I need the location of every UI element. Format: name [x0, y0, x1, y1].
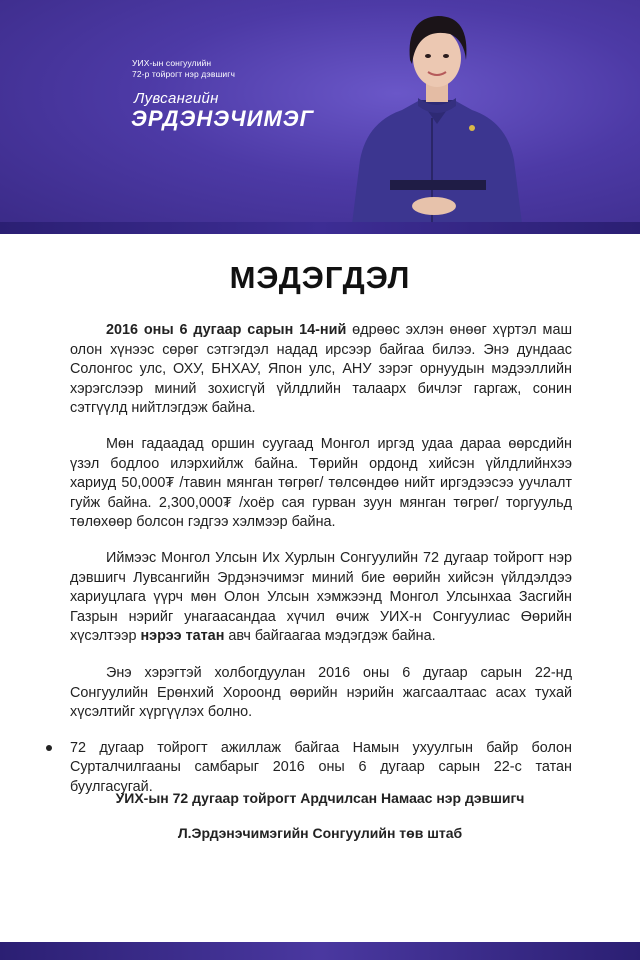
bullet-dot-icon — [46, 745, 52, 751]
candidate-last-name: ЭРДЭНЭЧИМЭГ — [131, 106, 315, 131]
paragraph-1-date: 2016 оны 6 дугаар сарын 14-ний — [106, 322, 347, 338]
paragraph-2: Мөн гадаадад оршин суугаад Монгол иргэд удаа дараа өөрсдийн үзэл бодлоо илэрхийлж байна. Төрийн ордонд хийсэн үйлдлийнхээ хариуд 50,000₮ /тавин мянган төгрөг/ төлсөндөө нийт иргэдээсээ уучлалт гуйж байна. 2,300,000₮ /хоёр сая гурван зуун мянган төгрөг/ торгуульд төлөхөөр болсон гэдгээ хэлмээр байна. — [70, 435, 572, 531]
banner-subtitle-line2: 72-р тойрогт нэр дэвшигч — [132, 69, 235, 79]
candidate-first-name: Лувсангийн — [134, 90, 219, 107]
signature-line-1: УИХ-ын 72 дугаар тойрогт Ардчилсан Намаас нэр дэвшигч — [115, 790, 525, 806]
paragraph-3 — [70, 549, 572, 647]
candidate-portrait — [332, 0, 542, 224]
paragraph-1-text: өдрөөс эхлэн өнөөг хүртэл маш олон хүнээс сөрөг сэтгэгдэл надад ирсээр байгаа билээ. Энэ дундаас Солонгос улс, ОХУ, БНХАУ, Япон улс, АНУ зэрэг орнуудын мэдээллийн хэрэгслээр миний зохисгүй үйлдлийн талаарх бичлэг гаргаж, сонин сэтгүүлд нийтлэгдэж байна. — [70, 322, 572, 417]
bullet-text: 72 дугаар тойрогт ажиллаж байгаа Намын ухуулгын байр болон Сурталчилгааны самбарыг 2016 оны 6 дугаар сарын 22-с татан буулгасугай. — [70, 739, 572, 795]
header-banner — [0, 0, 640, 234]
page-title: МЭДЭГДЭЛ — [229, 260, 411, 295]
paragraph-3-end: авч байгаагаа мэдэгдэж байна. — [224, 628, 436, 645]
footer-bar — [0, 942, 640, 960]
signature-line-2: Л.Эрдэнэчимэгийн Сонгуулийн төв штаб — [177, 825, 463, 841]
paragraph-3-start: Иймээс Монгол Улсын Их Хурлын Сонгуулийн 72 дугаар тойрогт нэр дэвшигч Лувсангийн Эрдэнэчимэг миний бие өөрийн хийсэн үйлдэлдээ хариуцлага үүрч мөн Олон Улсын хэмжээнд Монгол Улсынхаа Засгийн Газрын нэрийг унагаасандаа хүчил өчиж УИХ-н Сонгуулиас Өөрийн хүсэлтээр — [70, 549, 572, 645]
banner-subtitle-line1: УИХ-ын сонгуулийн — [132, 58, 212, 68]
paragraph-4: Энэ хэрэгтэй холбогдуулан 2016 оны 6 дугаар сарын 22-нд Сонгуулийн Ерөнхий Хороонд өөрийн нэрийн жагсаалтаас асах тухай хүсэлтийг хүргүүлэх болно. — [70, 664, 572, 721]
paragraph-1 — [70, 321, 572, 419]
bullet-item — [70, 739, 572, 798]
paragraph-3-emphasis: нэрээ татан — [140, 628, 225, 645]
statement-body — [70, 321, 572, 797]
banner-bottom-stripe — [0, 222, 640, 234]
